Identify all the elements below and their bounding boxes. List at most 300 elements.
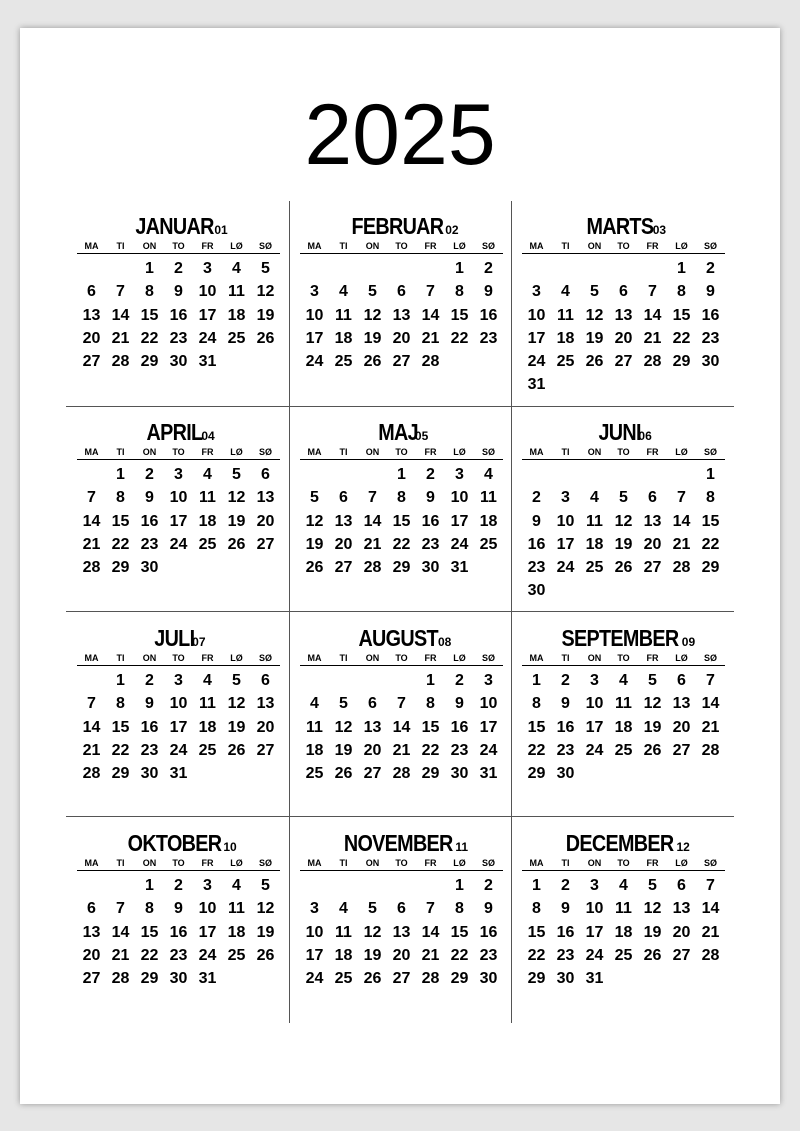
day-number: 6: [619, 283, 628, 301]
day-number: 8: [677, 283, 686, 301]
day-number: 12: [643, 900, 662, 918]
day-number: 24: [305, 353, 324, 371]
day-number: 19: [363, 329, 382, 347]
day-number: 10: [585, 695, 604, 713]
day-number: 3: [561, 489, 570, 507]
day-number: 14: [643, 306, 662, 324]
weekday-header: [77, 857, 280, 871]
month-header: [522, 831, 725, 855]
day-number: 1: [145, 877, 154, 894]
month-name: DECEMBER: [565, 830, 674, 856]
day-number: 23: [701, 329, 720, 347]
day-number: 11: [335, 306, 352, 324]
day-number: 9: [145, 695, 154, 713]
days-grid: [300, 874, 503, 990]
day-number: 5: [648, 877, 657, 894]
day-number: 25: [227, 329, 246, 347]
weekday-label: MA: [84, 653, 99, 663]
day-number: 6: [648, 489, 657, 507]
day-number: 11: [615, 695, 632, 713]
day-number: 24: [169, 741, 188, 759]
day-number: 22: [527, 741, 546, 759]
day-number: 24: [556, 559, 575, 577]
day-number: 19: [363, 946, 382, 964]
day-number: 1: [455, 877, 464, 894]
day-number: 29: [672, 353, 691, 371]
month-april: [77, 420, 280, 579]
day-number: 17: [305, 946, 324, 964]
day-number: 6: [261, 466, 270, 483]
day-number: 9: [561, 900, 570, 918]
day-number: 6: [397, 900, 406, 918]
month-number: 01: [214, 223, 228, 237]
day-number: 15: [527, 718, 546, 736]
empty-day-cell: [551, 257, 580, 280]
day-number: 16: [701, 306, 720, 324]
day-number: 23: [169, 946, 188, 964]
days-grid: [522, 874, 725, 990]
day-number: 29: [527, 970, 546, 988]
weekday-label: TI: [339, 241, 348, 251]
month-februar: [300, 214, 503, 373]
month-number: 06: [638, 429, 652, 443]
day-number: 20: [82, 329, 101, 347]
day-number: 5: [232, 672, 241, 689]
day-number: 26: [227, 535, 246, 553]
weekday-label: FR: [646, 241, 659, 251]
day-number: 3: [174, 672, 183, 689]
weekday-label: TO: [617, 653, 630, 663]
day-number: 8: [116, 695, 125, 713]
grid-horizontal-divider: [66, 816, 734, 817]
day-number: 15: [140, 923, 159, 941]
day-number: 20: [256, 718, 275, 736]
weekday-header: [77, 652, 280, 666]
month-januar: [77, 214, 280, 373]
day-number: 3: [203, 877, 212, 894]
day-number: 30: [169, 970, 188, 988]
day-number: 26: [363, 353, 382, 371]
day-number: 26: [227, 741, 246, 759]
day-number: 10: [585, 900, 604, 918]
weekday-label: TI: [116, 858, 125, 868]
day-number: 27: [82, 353, 101, 371]
weekday-label: SØ: [481, 858, 495, 868]
day-number: 23: [169, 329, 188, 347]
day-number: 18: [556, 329, 575, 347]
weekday-header: [300, 652, 503, 666]
day-number: 20: [334, 535, 353, 553]
day-number: 9: [484, 283, 493, 301]
empty-day-cell: [329, 874, 358, 897]
empty-day-cell: [329, 463, 358, 486]
weekday-label: LØ: [675, 241, 688, 251]
weekday-label: ON: [365, 447, 380, 457]
empty-day-cell: [329, 669, 358, 692]
day-number: 6: [261, 672, 270, 689]
day-number: 12: [334, 718, 353, 736]
weekday-label: LØ: [453, 858, 466, 868]
day-number: 2: [561, 672, 570, 689]
month-number: 08: [437, 635, 452, 649]
day-number: 24: [450, 535, 469, 553]
day-number: 1: [116, 672, 125, 689]
day-number: 15: [450, 923, 469, 941]
day-number: 23: [140, 535, 159, 553]
day-number: 5: [619, 489, 628, 507]
day-number: 30: [527, 582, 546, 600]
day-number: 14: [421, 306, 440, 324]
day-number: 25: [556, 353, 575, 371]
month-name: JUNI: [598, 419, 641, 445]
day-number: 13: [392, 306, 411, 324]
day-number: 9: [561, 695, 570, 713]
day-number: 12: [227, 695, 246, 713]
day-number: 12: [227, 489, 246, 507]
weekday-header: [522, 652, 725, 666]
day-number: 17: [198, 923, 217, 941]
day-number: 8: [116, 489, 125, 507]
day-number: 3: [174, 466, 183, 483]
day-number: 2: [145, 466, 154, 483]
empty-day-cell: [77, 669, 106, 692]
day-number: 20: [672, 718, 691, 736]
days-grid: [77, 669, 280, 785]
weekday-label: ON: [587, 858, 602, 868]
day-number: 6: [677, 877, 686, 894]
day-number: 12: [363, 923, 382, 941]
day-number: 6: [677, 672, 686, 689]
day-number: 5: [261, 877, 270, 894]
day-number: 23: [479, 946, 498, 964]
weekday-label: SØ: [703, 447, 717, 457]
month-december: [522, 831, 725, 990]
day-number: 26: [614, 559, 633, 577]
weekday-label: TI: [561, 653, 570, 663]
month-header: [77, 831, 280, 855]
month-name: JANUAR: [135, 213, 214, 239]
weekday-label: TO: [617, 241, 630, 251]
day-number: 16: [479, 306, 498, 324]
weekday-label: MA: [529, 653, 544, 663]
day-number: 24: [169, 535, 188, 553]
days-grid: [522, 463, 725, 603]
day-number: 2: [532, 489, 541, 507]
day-number: 20: [392, 329, 411, 347]
day-number: 28: [82, 765, 101, 783]
day-number: 26: [363, 970, 382, 988]
month-name: APRIL: [146, 419, 203, 445]
month-maj: [300, 420, 503, 579]
weekday-label: ON: [587, 241, 602, 251]
day-number: 25: [305, 765, 324, 783]
day-number: 29: [450, 970, 469, 988]
month-name: MARTS: [586, 213, 654, 239]
day-number: 28: [421, 970, 440, 988]
day-number: 17: [198, 306, 217, 324]
weekday-label: ON: [142, 447, 157, 457]
weekday-label: ON: [365, 653, 380, 663]
day-number: 28: [111, 970, 130, 988]
days-grid: [522, 669, 725, 785]
day-number: 29: [701, 559, 720, 577]
month-number: 07: [192, 635, 206, 649]
day-number: 14: [392, 718, 411, 736]
empty-day-cell: [106, 874, 135, 897]
weekday-label: LØ: [230, 241, 243, 251]
empty-day-cell: [609, 257, 638, 280]
weekday-header: [77, 446, 280, 460]
day-number: 19: [334, 741, 353, 759]
day-number: 30: [140, 765, 159, 783]
weekday-label: FR: [646, 447, 659, 457]
day-number: 13: [256, 695, 275, 713]
day-number: 24: [305, 970, 324, 988]
day-number: 22: [527, 946, 546, 964]
day-number: 28: [111, 353, 130, 371]
day-number: 13: [643, 512, 662, 530]
grid-vertical-divider: [511, 201, 512, 1023]
weekday-label: MA: [84, 858, 99, 868]
month-name: OKTOBER: [127, 830, 222, 856]
day-number: 18: [334, 329, 353, 347]
day-number: 13: [334, 512, 353, 530]
day-number: 20: [363, 741, 382, 759]
day-number: 18: [614, 718, 633, 736]
day-number: 25: [198, 741, 217, 759]
day-number: 29: [111, 765, 130, 783]
day-number: 21: [392, 741, 411, 759]
empty-day-cell: [387, 669, 416, 692]
day-number: 17: [169, 718, 188, 736]
day-number: 30: [450, 765, 469, 783]
day-number: 5: [232, 466, 241, 483]
day-number: 30: [169, 353, 188, 371]
day-number: 28: [701, 946, 720, 964]
day-number: 4: [619, 877, 628, 894]
day-number: 6: [368, 695, 377, 713]
month-juli: [77, 626, 280, 785]
day-number: 14: [111, 923, 130, 941]
day-number: 11: [228, 283, 245, 301]
day-number: 8: [706, 489, 715, 507]
month-header: [77, 420, 280, 444]
day-number: 19: [256, 306, 275, 324]
weekday-header: [300, 240, 503, 254]
empty-day-cell: [77, 874, 106, 897]
day-number: 16: [556, 923, 575, 941]
weekday-label: FR: [201, 447, 214, 457]
month-number: 02: [445, 223, 459, 237]
day-number: 21: [111, 329, 130, 347]
day-number: 22: [111, 741, 130, 759]
weekday-label: TO: [172, 858, 185, 868]
days-grid: [522, 257, 725, 397]
empty-day-cell: [300, 463, 329, 486]
weekday-label: ON: [142, 653, 157, 663]
day-number: 3: [203, 260, 212, 277]
day-number: 22: [450, 329, 469, 347]
month-number: 11: [455, 840, 469, 854]
day-number: 15: [672, 306, 691, 324]
day-number: 29: [421, 765, 440, 783]
day-number: 24: [527, 353, 546, 371]
weekday-label: FR: [424, 447, 437, 457]
day-number: 28: [82, 559, 101, 577]
day-number: 10: [305, 923, 324, 941]
day-number: 3: [455, 466, 464, 483]
day-number: 4: [232, 260, 241, 277]
day-number: 10: [479, 695, 498, 713]
day-number: 8: [532, 900, 541, 918]
day-number: 20: [643, 535, 662, 553]
month-august: [300, 626, 503, 785]
day-number: 4: [561, 283, 570, 301]
day-number: 3: [532, 283, 541, 301]
empty-day-cell: [580, 463, 609, 486]
weekday-label: SØ: [481, 241, 495, 251]
weekday-label: TI: [561, 858, 570, 868]
day-number: 5: [648, 672, 657, 689]
weekday-label: MA: [307, 241, 322, 251]
day-number: 17: [169, 512, 188, 530]
day-number: 9: [484, 900, 493, 918]
day-number: 10: [169, 489, 188, 507]
day-number: 22: [111, 535, 130, 553]
month-number: 10: [223, 840, 237, 854]
day-number: 22: [421, 741, 440, 759]
day-number: 19: [585, 329, 604, 347]
day-number: 7: [368, 489, 377, 507]
day-number: 24: [198, 946, 217, 964]
day-number: 3: [310, 900, 319, 918]
day-number: 31: [479, 765, 498, 783]
day-number: 17: [585, 923, 604, 941]
weekday-label: TO: [395, 858, 408, 868]
day-number: 7: [426, 900, 435, 918]
day-number: 15: [111, 718, 130, 736]
day-number: 12: [256, 900, 275, 918]
empty-day-cell: [609, 463, 638, 486]
day-number: 23: [450, 741, 469, 759]
day-number: 13: [82, 306, 101, 324]
day-number: 3: [310, 283, 319, 301]
day-number: 25: [479, 535, 498, 553]
day-number: 15: [392, 512, 411, 530]
day-number: 29: [392, 559, 411, 577]
day-number: 1: [677, 260, 686, 277]
weekday-header: [522, 857, 725, 871]
day-number: 5: [590, 283, 599, 301]
day-number: 5: [368, 900, 377, 918]
day-number: 7: [116, 900, 125, 918]
day-number: 9: [426, 489, 435, 507]
day-number: 5: [261, 260, 270, 277]
weekday-header: [522, 446, 725, 460]
month-header: [522, 214, 725, 238]
day-number: 14: [421, 923, 440, 941]
weekday-label: SØ: [481, 447, 495, 457]
day-number: 12: [643, 695, 662, 713]
day-number: 16: [169, 923, 188, 941]
day-number: 31: [198, 970, 217, 988]
day-number: 7: [648, 283, 657, 301]
month-september: [522, 626, 725, 785]
weekday-label: TI: [116, 447, 125, 457]
weekday-label: TO: [172, 653, 185, 663]
day-number: 13: [256, 489, 275, 507]
empty-day-cell: [580, 257, 609, 280]
day-number: 25: [227, 946, 246, 964]
day-number: 9: [174, 900, 183, 918]
day-number: 29: [111, 559, 130, 577]
month-header: [300, 420, 503, 444]
day-number: 6: [339, 489, 348, 507]
day-number: 21: [421, 946, 440, 964]
month-header: [300, 214, 503, 238]
day-number: 26: [643, 741, 662, 759]
day-number: 22: [701, 535, 720, 553]
weekday-label: MA: [84, 241, 99, 251]
empty-day-cell: [300, 257, 329, 280]
month-number: 04: [201, 429, 215, 443]
day-number: 19: [643, 923, 662, 941]
day-number: 11: [335, 923, 352, 941]
days-grid: [77, 874, 280, 990]
day-number: 20: [392, 946, 411, 964]
day-number: 28: [363, 559, 382, 577]
day-number: 9: [174, 283, 183, 301]
day-number: 23: [479, 329, 498, 347]
empty-day-cell: [358, 669, 387, 692]
day-number: 18: [227, 923, 246, 941]
days-grid: [300, 257, 503, 373]
day-number: 21: [82, 741, 101, 759]
weekday-label: ON: [142, 241, 157, 251]
day-number: 11: [306, 718, 323, 736]
weekday-label: ON: [587, 653, 602, 663]
day-number: 15: [421, 718, 440, 736]
weekday-label: LØ: [230, 858, 243, 868]
day-number: 17: [305, 329, 324, 347]
empty-day-cell: [638, 257, 667, 280]
day-number: 1: [455, 260, 464, 277]
grid-horizontal-divider: [66, 611, 734, 612]
day-number: 28: [392, 765, 411, 783]
day-number: 28: [643, 353, 662, 371]
day-number: 30: [701, 353, 720, 371]
day-number: 6: [87, 283, 96, 301]
day-number: 19: [305, 535, 324, 553]
day-number: 7: [397, 695, 406, 713]
day-number: 31: [169, 765, 188, 783]
day-number: 17: [585, 718, 604, 736]
month-name: SEPTEMBER: [561, 625, 679, 651]
days-grid: [77, 463, 280, 579]
empty-day-cell: [106, 257, 135, 280]
day-number: 17: [479, 718, 498, 736]
month-marts: [522, 214, 725, 397]
day-number: 4: [590, 489, 599, 507]
weekday-label: SØ: [258, 447, 272, 457]
day-number: 14: [82, 718, 101, 736]
day-number: 18: [479, 512, 498, 530]
day-number: 16: [169, 306, 188, 324]
day-number: 27: [256, 535, 275, 553]
day-number: 13: [614, 306, 633, 324]
weekday-header: [77, 240, 280, 254]
day-number: 5: [339, 695, 348, 713]
